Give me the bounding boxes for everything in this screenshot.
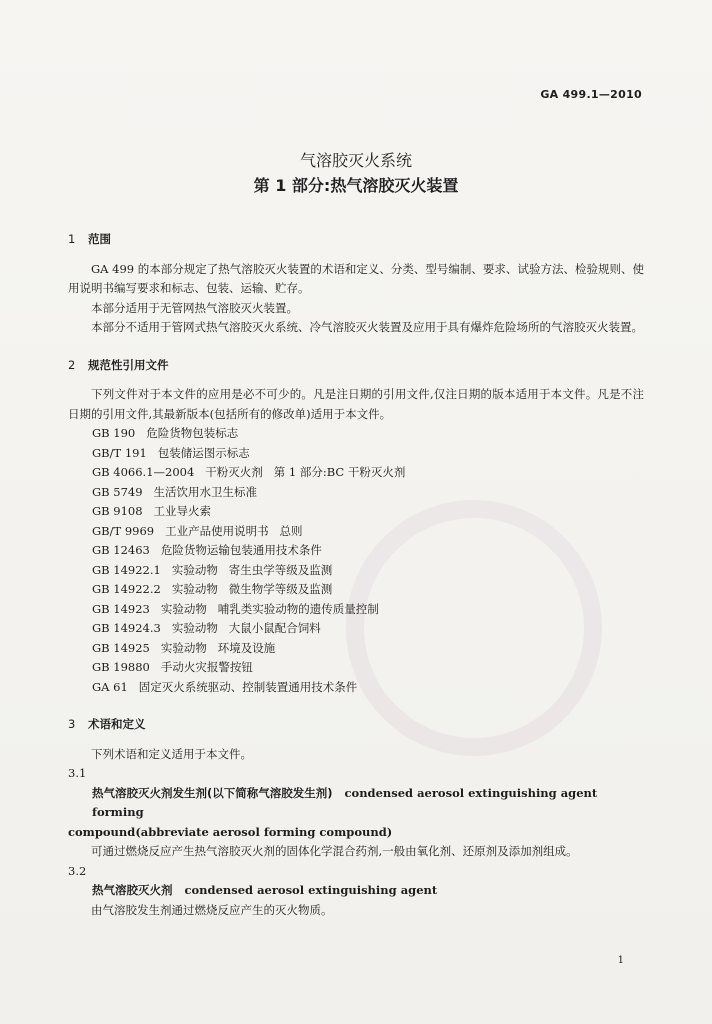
section-number: 2 [68,357,76,372]
term-number: 3.2 [68,863,87,878]
reference-item: GB 14923 实验动物 哺乳类实验动物的遗传质量控制 [92,601,379,616]
reference-item: GB 190 危险货物包装标志 [92,426,239,440]
reference-item: GB/T 9969 工业产品使用说明书 总则 [92,523,303,538]
reference-item: GB 14922.1 实验动物 寄生虫学等级及监测 [92,562,333,577]
section-title: 范围 [88,232,111,246]
reference-item: GB 14924.3 实验动物 大鼠小鼠配合饲料 [92,621,321,635]
term-heading [68,881,644,901]
document-part-title: 第 1 部分:热气溶胶灭火装置 [253,176,459,195]
paragraph: 下列术语和定义适用于本文件。 [91,746,252,761]
reference-item: GB 14922.2 实验动物 微生物学等级及监测 [92,582,333,596]
term-heading [68,784,644,823]
term-name-en: condensed aerosol extinguishing agent [184,883,438,897]
document-body [68,230,644,920]
term-name-zh: 热气溶胶灭火剂发生剂(以下简称气溶胶发生剂) [92,785,333,800]
reference-item: GB 4066.1—2004 干粉灭火剂 第 1 部分:BC 干粉灭火剂 [92,465,406,479]
reference-item: GB 9108 工业导火索 [92,504,212,518]
paragraph: GA 499 的本部分规定了热气溶胶灭火装置的术语和定义、分类、型号编制、要求、试验方法、检验规则、使用说明书编写要求和标志、包装、运输、贮存。 [68,261,644,295]
term-name-en: condensed aerosol extinguishing agent forming [92,785,598,819]
term-definition: 可通过燃烧反应产生热气溶胶灭火剂的固体化学混合药剂,一般由氧化剂、还原剂及添加剂组成。 [91,844,578,858]
section-heading-refs [68,356,644,376]
reference-item: GB 12463 危险货物运输包装通用技术条件 [92,543,322,557]
paragraph: 本部分适用于无管网热气溶胶灭火装置。 [91,300,298,315]
term-name-en-continued: compound(abbreviate aerosol forming compound) [68,824,393,839]
section-number: 3 [68,717,76,731]
section-title: 规范性引用文件 [88,357,169,372]
reference-item: GB 19880 手动火灾报警按钮 [92,660,253,674]
term-name-zh: 热气溶胶灭火剂 [92,883,173,897]
reference-item: GA 61 固定灭火系统驱动、控制装置通用技术条件 [92,679,358,694]
reference-item: GB 5749 生活饮用水卫生标准 [92,484,258,499]
section-heading-terms [68,715,644,735]
paragraph: 本部分不适用于管网式热气溶胶灭火系统、冷气溶胶灭火装置及应用于具有爆炸危险场所的气溶胶灭火装置。 [91,320,643,334]
reference-list [68,424,644,697]
standard-code: GA 499.1—2010 [540,88,642,101]
document-title: 气溶胶灭火系统 [299,151,412,170]
reference-item: GB 14925 实验动物 环境及设施 [92,640,276,655]
section-number: 1 [68,232,76,246]
section-heading-scope [68,230,644,250]
section-title: 术语和定义 [88,717,146,731]
term-number: 3.1 [68,766,87,780]
paragraph: 下列文件对于本文件的应用是必不可少的。凡是注日期的引用文件,仅注日期的版本适用于本文件。凡是不注日期的引用文件,其最新版本(包括所有的修改单)适用于本文件。 [68,387,644,421]
page-number: 1 [617,955,624,966]
term-definition: 由气溶胶发生剂通过燃烧反应产生的灭火物质。 [91,902,333,917]
reference-item: GB/T 191 包装储运图示标志 [92,445,250,460]
